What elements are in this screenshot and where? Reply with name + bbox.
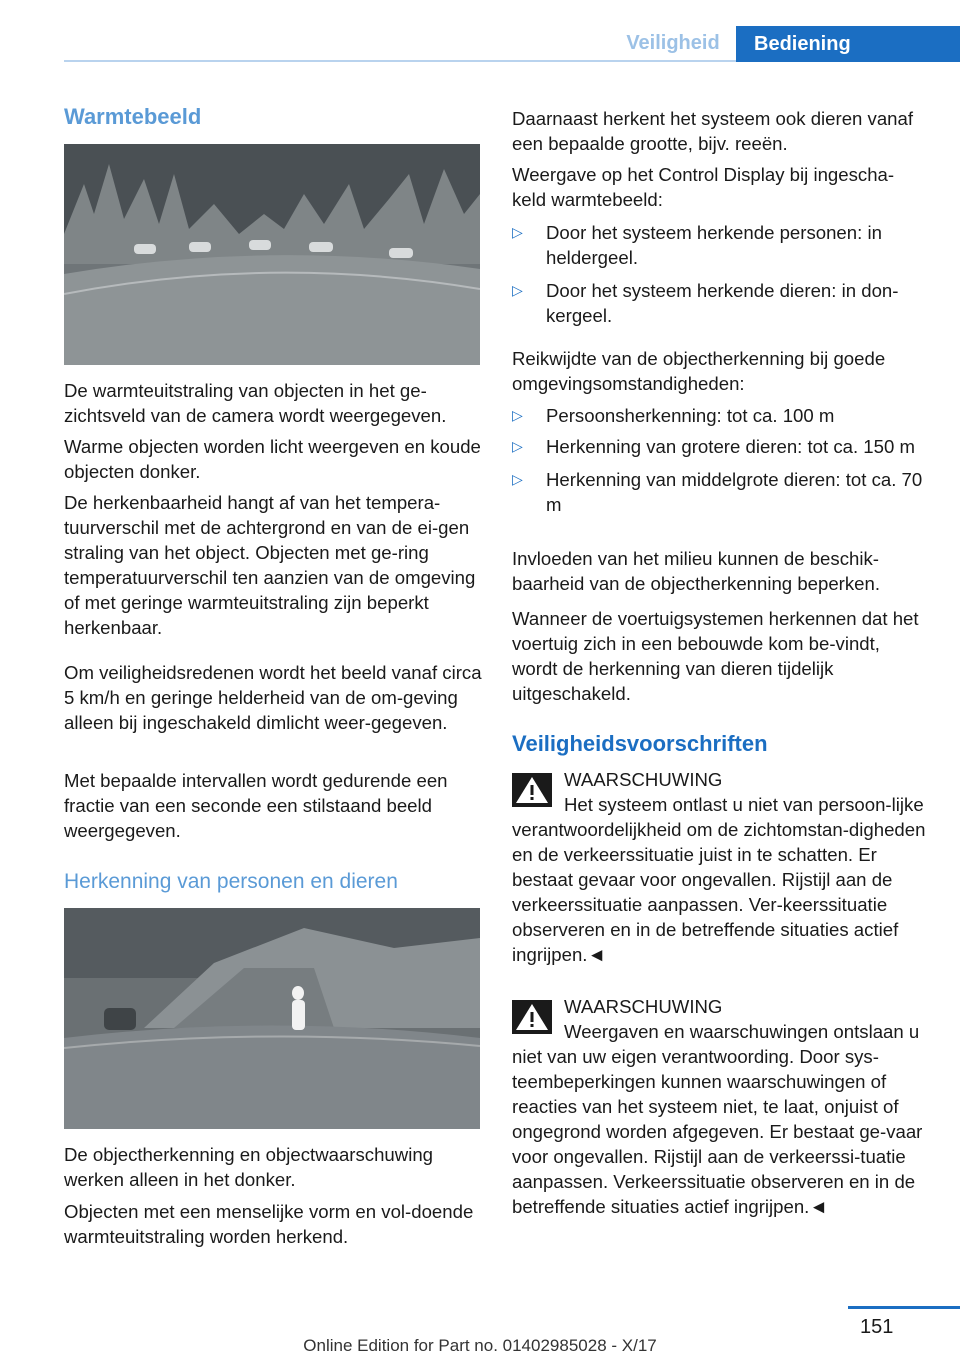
- list-item: ▷ Door het systeem herkende dieren: in don-kergeel.: [512, 280, 899, 326]
- warning-title: WAARSCHUWING: [564, 769, 723, 790]
- triangle-bullet-icon: ▷: [512, 282, 523, 298]
- warning-title: WAARSCHUWING: [564, 996, 723, 1017]
- warning-block-1: [512, 767, 928, 967]
- header-tab-veiligheid[interactable]: Veiligheid: [626, 32, 720, 54]
- triangle-bullet-icon: ▷: [512, 407, 523, 423]
- list-item: ▷ Herkenning van grotere dieren: tot ca. 150 m: [512, 436, 915, 457]
- heading-veiligheidsvoorschriften: Veiligheidsvoorschriften: [512, 731, 768, 756]
- list-item: ▷ Herkenning van middelgrote dieren: tot ca. 70 m: [512, 469, 923, 515]
- paragraph: Invloeden van het milieu kunnen de beschik-baarheid van de objectherkenning beperken.: [512, 548, 881, 594]
- paragraph: Weergave op het Control Display bij ingescha-keld warmtebeeld:: [512, 164, 895, 210]
- heading-warmtebeeld: Warmtebeeld: [64, 104, 202, 129]
- paragraph: Met bepaalde intervallen wordt gedurende een fractie van een seconde een stilstaand beeld weergegeven.: [64, 770, 448, 841]
- warning-block-2: [512, 994, 928, 1219]
- warning-text: Weergaven en waarschuwingen ontslaan u niet van uw eigen verantwoording. Door sys-teembeperkingen kunnen waarschuwingen of reacties van het systeem niet, te laat, onjuist of ongegrond worden afgegeven. Er bestaat ge-vaar voor ongevallen. Rijstijl aan de verkeerssi-tuatie aanpassen. Verkeerssituatie observeren en in de betreffende situaties actief ingrijpen.◄: [512, 1021, 923, 1217]
- footer-edition: Online Edition for Part no. 01402985028 - X/17: [303, 1336, 657, 1355]
- triangle-bullet-icon: ▷: [512, 224, 523, 240]
- page-number: 151: [860, 1316, 894, 1338]
- triangle-bullet-icon: ▷: [512, 438, 523, 454]
- thermal-image-animals: [64, 144, 480, 365]
- paragraph: De herkenbaarheid hangt af van het tempera-tuurverschil met de achtergrond en van de ei-gen straling van het object. Objecten met ge-ring temperatuurverschil ten aanzien van de omgeving of met geringe warmteuitstraling zijn beperkt herkenbaar.: [64, 492, 476, 638]
- paragraph: Objecten met een menselijke vorm en vol-doende warmteuitstraling worden herkend.: [64, 1201, 474, 1247]
- paragraph: De warmteuitstraling van objecten in het ge-zichtsveld van de camera wordt weergegeven.: [64, 380, 447, 426]
- paragraph: Om veiligheidsredenen wordt het beeld vanaf circa 5 km/h en geringe helderheid van de om-geving alleen bij ingeschakeld dimlicht weer-gegeven.: [64, 662, 482, 733]
- display-colors-list: [512, 220, 928, 328]
- warning-triangle-icon: [512, 1000, 552, 1034]
- paragraph: Daarnaast herkent het systeem ook dieren vanaf een bepaalde grootte, bijv. reeën.: [512, 108, 914, 154]
- heading-herkenning: Herkenning van personen en dieren: [64, 870, 398, 893]
- triangle-bullet-icon: ▷: [512, 471, 523, 487]
- paragraph: Warme objecten worden licht weergeven en koude objecten donker.: [64, 436, 481, 482]
- list-item: ▷ Door het systeem herkende personen: in heldergeel.: [512, 222, 882, 268]
- header-tab-bediening[interactable]: Bediening: [736, 26, 960, 62]
- range-list: [512, 403, 928, 517]
- list-item: ▷ Persoonsherkenning: tot ca. 100 m: [512, 405, 835, 426]
- paragraph: De objectherkenning en objectwaarschuwing werken alleen in het donker.: [64, 1144, 434, 1190]
- warning-triangle-icon: [512, 773, 552, 807]
- paragraph: Wanneer de voertuigsystemen herkennen dat het voertuig zich in een bebouwde kom be-vindt, wordt de herkenning van dieren tijdelijk uitgeschakeld.: [512, 608, 919, 704]
- warning-text: Het systeem ontlast u niet van persoon-lijke verantwoordelijkheid om de zichtomstan-digheden en de verkeerssituatie juist in te schatten. Er bestaat gevaar voor ongevallen. Rijstijl aan de verkeerssituatie aanpassen. Ver-keerssituatie observeren en in de betreffende situaties actief ingrijpen.◄: [512, 794, 926, 965]
- thermal-image-person: [64, 908, 480, 1129]
- footer-rule: [848, 1306, 960, 1309]
- paragraph: Reikwijdte van de objectherkenning bij goede omgevingsomstandigheden:: [512, 348, 886, 394]
